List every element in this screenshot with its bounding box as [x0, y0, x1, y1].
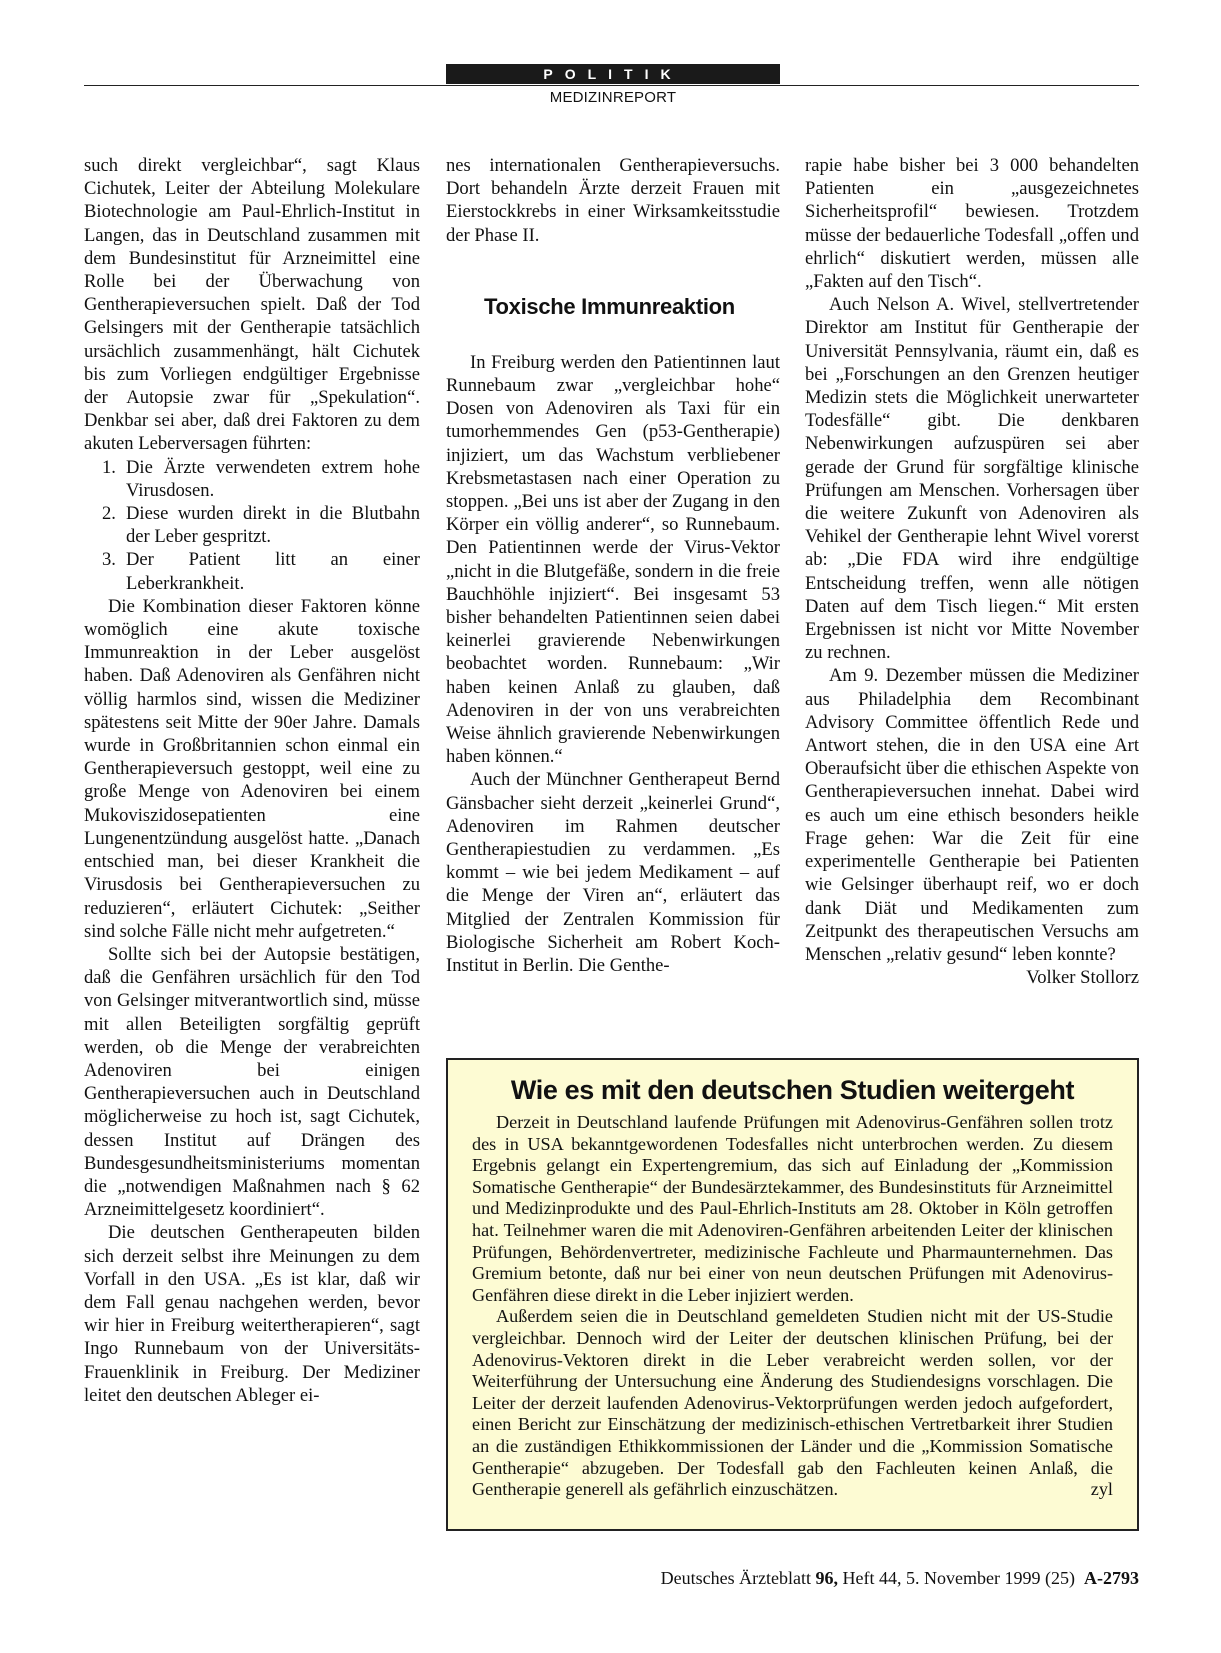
paragraph: Auch Nelson A. Wivel, stellvertretender Direktor am Institut für Gentherapie der Universität Pennsylvania, räumt ein, daß es bei „Forschungen an den Grenzen heutiger Medizin stets die Möglichkeit unerwarteter Todesfälle“ gibt. Die denkbaren Nebenwirkungen aufzuspüren sei aber gerade der Grund für sorgfältige klinische Prüfungen am Menschen. Vorhersagen über die weitere Zukunft von Adenoviren als Vehikel der Gentherapie lehnt Wivel vorerst ab: „Die FDA wird ihre endgültige Entscheidung treffen, wenn alle nötigen Daten auf dem Tisch liegen.“ Mit ersten Ergebnissen ist nicht vor Mitte November zu rechnen.	[805, 294, 1139, 664]
box-paragraph-text: Außerdem seien die in Deutschland gemeldeten Studien nicht mit der US-Studie vergleichbar. Dennoch wird der Leiter der deutschen klinischen Prüfung, bei der Adenovirus-Vektoren direkt in die Leber verabreicht werden sollen, vor der Weiterführung der Untersuchung eine Änderung des Studiendesigns vorschlagen. Die Leiter der derzeit laufenden Adenovirus-Vektorprüfungen werden jedoch aufgefordert, einen Bericht zur Einschätzung der medizinisch-ethischen Vertretbarkeit ihrer Studien an die zuständigen Ethikkommissionen der Länder und die „Kommission Somatische Gentherapie“ abzugeben. Der Todesfall gab den Fachleuten keinen Anlaß, die Gentherapie generell als gefährlich einzuschätzen.	[472, 1306, 1113, 1500]
paragraph	[805, 664, 1139, 989]
box-paragraph: Derzeit in Deutschland laufende Prüfungen mit Adenovirus-Genfähren sollen trotz des in USA bekanntgewordenen Todesfalles nicht unterbrochen werden. Zu diesem Ergebnis gelangt ein Expertengremium, das sich auf Einladung der „Kommission Somatische Gentherapie“ der Bundesärztekammer, des Bundesinstituts für Arzneimittel und Medizinprodukte und des Paul-Ehrlich-Instituts am 28. Oktober in Köln getroffen hat. Teilnehmer waren die mit Adenoviren-Genfähren arbeitenden Leiter der klinischen Prüfungen, Behördenvertreter, medizinische Fachleute und Pharmaunternehmen. Das Gremium betonte, daß nur bei einer von neun deutschen Prüfungen mit Adenovirus-Genfähren diese direkt in die Leber injiziert werden.	[472, 1112, 1113, 1305]
box-signature: zyl	[1090, 1479, 1113, 1500]
box-paragraph	[472, 1306, 1113, 1500]
list-item	[102, 456, 420, 502]
journal-name: Deutsches Ärzteblatt	[660, 1568, 812, 1588]
paragraph-text: Am 9. Dezember müssen die Mediziner aus Philadelphia dem Recombinant Advisory Committee öffentlich Rede und Antwort stehen, die in den USA eine Art Oberaufsicht über die ethischen Aspekte von Gentherapieversuchen innehat. Dabei wird es auch um eine ethisch besonders heikle Frage gehen: War die Zeit für eine experimentelle Gentherapie bei Patienten wie Gelsinger überhaupt reif, wo er doch dank Diät und Medikamenten zum Zeitpunkt des therapeutischen Versuchs am Menschen „relativ gesund“ leben konnte?	[805, 665, 1139, 965]
factor-list	[84, 456, 420, 595]
list-text: Diese wurden direkt in die Blutbahn der Leber gespritzt.	[126, 503, 420, 548]
list-text: Der Patient litt an einer Leberkrankheit.	[126, 549, 420, 594]
list-item	[102, 502, 420, 548]
section-header: POLITIK	[446, 64, 780, 84]
article-column-1	[84, 154, 420, 1407]
page-number: A-2793	[1084, 1568, 1139, 1588]
paragraph: Auch der Münchner Gentherapeut Bernd Gänsbacher sieht derzeit „keinerlei Grund“, Adenoviren im Rahmen deutscher Gentherapiestudien zu verdammen. „Es kommt – wie bei jedem Medikament – auf die Menge der Viren an“, erläutert das Mitglied der Zentralen Kommission für Biologische Sicherheit am Robert Koch-Institut in Berlin. Die Genthe-	[446, 769, 780, 977]
box-title: Wie es mit den deutschen Studien weitergeht	[510, 1075, 1075, 1105]
list-number: 2.	[102, 503, 116, 525]
paragraph: Sollte sich bei der Autopsie bestätigen, daß die Genfähren ursächlich für den Tod von Gelsinger mitverantwortlich sind, müsse mit allen Beteiligten sorgfältig geprüft werden, ob die Menge der verabreichten Adenoviren bei einigen Gentherapieversuchen auch in Deutschland möglicherweise zu hoch ist, sagt Cichutek, dessen Institut auf Drängen des Bundesgesundheitsministeriums momentan die „notwendigen Maßnahmen nach § 62 Arzneimittelgesetz koordiniert“.	[84, 943, 420, 1221]
article-column-3	[805, 154, 1139, 989]
list-text: Die Ärzte verwendeten extrem hohe Virusdosen.	[126, 456, 420, 501]
list-number: 3.	[102, 549, 116, 571]
paragraph: such direkt vergleichbar“, sagt Klaus Cichutek, Leiter der Abteilung Molekulare Biotechnologie am Paul-Ehrlich-Institut in Langen, das in Deutschland zusammen mit dem Bundesinstitut für Arzneimittel eine Rolle bei der Überwachung von Gentherapieversuchen spielt. Daß der Tod Gelsingers mit der Gentherapie tatsächlich ursächlich zusammenhängt, hält Cichutek bis zum Vorliegen endgültiger Ergebnisse der Autopsie zwar für „Spekulation“. Denkbar sei aber, daß drei Faktoren zu dem akuten Leberversagen führten:	[84, 155, 420, 455]
list-number: 1.	[102, 456, 116, 478]
article-column-2	[446, 154, 780, 977]
info-box	[446, 1058, 1139, 1531]
list-item	[102, 548, 420, 594]
subsection-header: MEDIZINREPORT	[549, 89, 677, 106]
paragraph: Die deutschen Gentherapeuten bilden sich derzeit selbst ihre Meinungen zu dem Vorfall in den USA. „Es ist klar, daß wir dem Fall genau nachgehen werden, bevor wir hier in Freiburg weitertherapieren“, sagt Ingo Runnebaum von der Universitäts-Frauenklinik in Freiburg. Der Mediziner leitet den deutschen Ableger ei-	[84, 1222, 420, 1406]
author-byline: Volker Stollorz	[1026, 967, 1139, 989]
header-rule	[84, 85, 1139, 86]
page-footer	[661, 1568, 1139, 1589]
subheading: Toxische Immunreaktion	[484, 293, 735, 319]
paragraph: nes internationalen Gentherapieversuchs. Dort behandeln Ärzte derzeit Frauen mit Eierstockkrebs in einer Wirksamkeitsstudie der Phase II.	[446, 155, 780, 246]
paragraph: rapie habe bisher bei 3 000 behandelten Patienten ein „ausgezeichnetes Sicherheitsprofil“ bewiesen. Trotzdem müsse der bedauerliche Todesfall „offen und ehrlich“ diskutiert werden, müssen alle „Fakten auf den Tisch“.	[805, 155, 1139, 293]
volume-number: 96,	[815, 1568, 839, 1588]
paragraph: In Freiburg werden den Patientinnen laut Runnebaum zwar „vergleichbar hohe“ Dosen von Adenoviren als Taxi für ein tumorhemmendes Gen (p53-Gentherapie) injiziert, um das Wachstum verbliebener Krebsmetastasen nach einer Operation zu stoppen. „Bei uns ist aber der Zugang in den Körper ein völlig anderer“, so Runnebaum. Den Patientinnen werde der Virus-Vektor „nicht in die Blutgefäße, sondern in die freie Bauchhöhle injiziert“. Bei insgesamt 53 bisher behandelten Patientinnen seien dabei keinerlei gravierende Nebenwirkungen beobachtet worden. Runnebaum: „Wir haben keinen Anlaß zu glauben, daß Adenoviren in der von uns verabreichten Weise ähnlich gravierende Nebenwirkungen haben können.“	[446, 351, 780, 768]
issue-info: Heft 44, 5. November 1999 (25)	[842, 1568, 1075, 1588]
paragraph: Die Kombination dieser Faktoren könne womöglich eine akute toxische Immunreaktion in der Leber ausgelöst haben. Daß Adenoviren als Genfähren nicht völlig harmlos sind, wissen die Mediziner spätestens seit Mitte der 90er Jahre. Damals wurde in Großbritannien schon einmal ein Gentherapieversuch gestoppt, weil eine zu große Menge von Adenoviren bei einem Mukoviszidosepatienten eine Lungenentzündung ausgelöst hatte. „Danach entschied man, bei dieser Krankheit die Virusdosis bei Gentherapieversuchen zu reduzieren“, erläutert Cichutek: „Seither sind solche Fälle nicht mehr aufgetreten.“	[84, 595, 420, 942]
